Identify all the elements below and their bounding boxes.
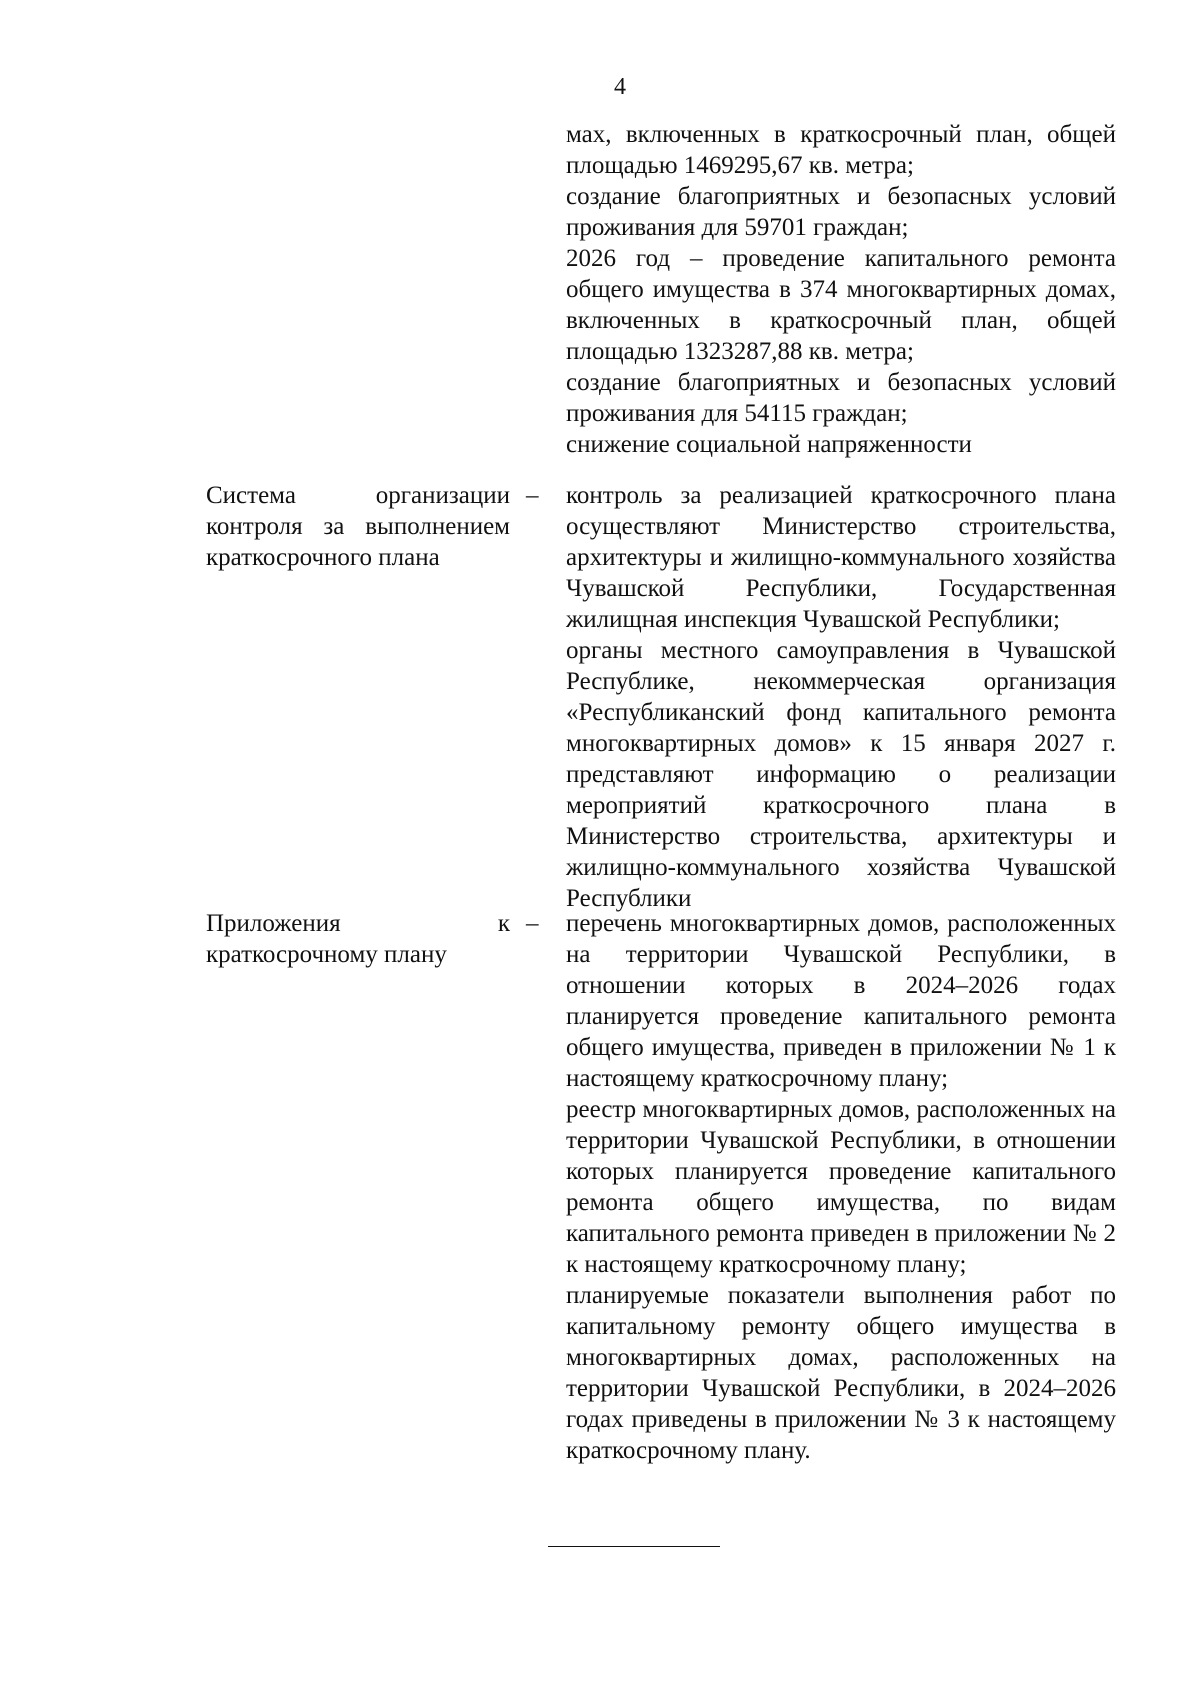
section-paragraph: контроль за реализацией краткосрочного плана осуществляют Министерство строительства, архитектуры и жилищно-коммунального хозяйства Чувашской Республики, Государственная жилищная инспекция Чувашской Республики; (566, 482, 1116, 633)
closing-rule (548, 1546, 720, 1547)
page-number: 4 (614, 74, 626, 100)
section-dash: – (526, 910, 539, 937)
section-paragraph: перечень многоквартирных домов, расположенных на территории Чувашской Республики, в отношении которых в 2024–2026 годах планируется проведение капитального ремонта общего имущества, приведен в приложении № 1 к настоящему краткосрочному плану; (566, 910, 1116, 1092)
section-body-appendices (566, 908, 1116, 1466)
section-body-control (566, 480, 1116, 914)
continuation-paragraph: создание благоприятных и безопасных условий проживания для 54115 граждан; (566, 369, 1116, 427)
section-label-control: Система организации контроля за выполнением краткосрочного плана (206, 482, 510, 571)
continuation-paragraph: 2026 год – проведение капитального ремонта общего имущества в 374 многоквартирных домах, включенных в краткосрочный план, общей площадью 1323287,88 кв. метра; (566, 245, 1116, 365)
continuation-paragraph: мах, включенных в краткосрочный план, общей площадью 1469295,67 кв. метра; (566, 121, 1116, 179)
section-paragraph: органы местного самоуправления в Чувашской Республике, некоммерческая организация «Республиканский фонд капитального ремонта многоквартирных домов» к 15 января 2027 г. представляют информацию о реализации мероприятий краткосрочного плана в Министерство строительства, архитектуры и жилищно-коммунального хозяйства Чувашской Республики (566, 637, 1116, 912)
continuation-paragraph: создание благоприятных и безопасных условий проживания для 59701 граждан; (566, 183, 1116, 241)
continuation-text (566, 119, 1116, 460)
section-dash: – (526, 482, 539, 509)
section-label-appendices: Приложения к краткосрочному плану (206, 910, 510, 968)
continuation-paragraph: снижение социальной напряженности (566, 431, 972, 458)
section-paragraph: реестр многоквартирных домов, расположенных на территории Чувашской Республики, в отношении которых планируется проведение капитального ремонта общего имущества, по видам капитального ремонта приведен в приложении № 2 к настоящему краткосрочному плану; (566, 1096, 1116, 1278)
section-paragraph: планируемые показатели выполнения работ по капитальному ремонту общего имущества в многоквартирных домах, расположенных на территории Чувашской Республики, в 2024–2026 годах приведены в приложении № 3 к настоящему краткосрочному плану. (566, 1282, 1116, 1464)
